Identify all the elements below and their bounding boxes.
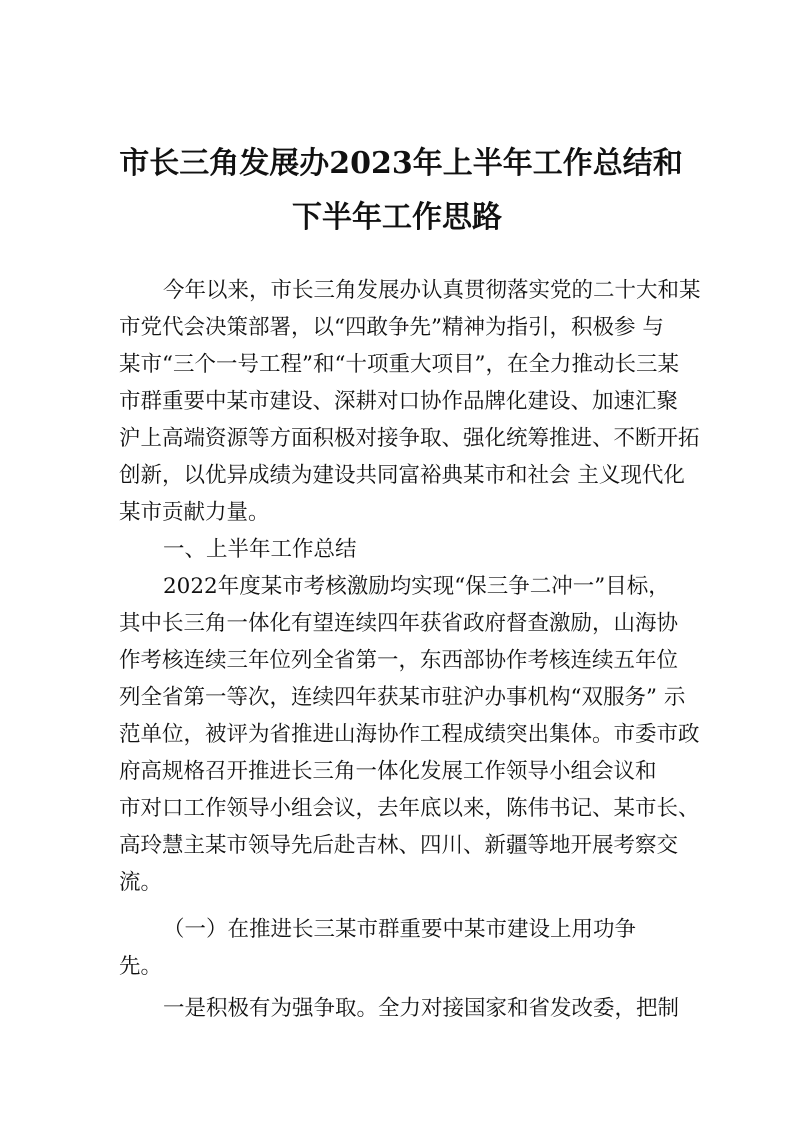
body-text-line: 沪上高端资源等方面积极对接争取、强化统筹推进、不断开拓 (119, 426, 700, 451)
body-text-line: 某市“三个一号工程”和“十项重大项目”，在全力推动长三某 (119, 352, 679, 377)
document-title-line-2: 下半年工作思路 (292, 200, 502, 235)
body-text-line: 作考核连续三年位列全省第一，东西部协作考核连续五年位 (119, 648, 679, 673)
body-text-line: 高玲慧主某市领导先后赴吉林、四川、新疆等地开展考察交 (119, 833, 679, 858)
body-text-line: 府高规格召开推进长三角一体化发展工作领导小组会议和 (119, 759, 657, 784)
subsection-heading-continued: 先。 (119, 954, 163, 979)
body-text-line: 流。 (119, 870, 163, 895)
body-text-line: 今年以来，市长三角发展办认真贯彻落实党的二十大和某 (163, 278, 701, 303)
body-text-line: 列全省第一等次，连续四年获某市驻沪办事机构“双服务” 示 (119, 685, 686, 710)
document-title-line-1: 市长三角发展办2023年上半年工作总结和 (119, 146, 683, 181)
body-text-line: 创新，以优异成绩为建设共同富裕典某市和社会 主义现代化 (119, 463, 685, 488)
body-text-line: 某市贡献力量。 (119, 500, 270, 525)
section-heading: 一、上半年工作总结 (163, 537, 357, 562)
body-text-line: 市对口工作领导小组会议，去年底以来，陈伟书记、某市长、 (119, 796, 700, 821)
body-text-line: 市群重要中某市建设、深耕对口协作品牌化建设、加速汇聚 (119, 389, 679, 414)
body-text-line: 市党代会决策部署，以“四敢争先”精神为指引，积极参 与 (119, 315, 664, 340)
body-text-line: 2022年度某市考核激励均实现“保三争二冲一”目标， (163, 574, 670, 599)
body-text-line: 其中长三角一体化有望连续四年获省政府督查激励，山海协 (119, 611, 679, 636)
body-text-line: 范单位，被评为省推进山海协作工程成绩突出集体。市委市政 (119, 722, 700, 747)
body-text-line: 一是积极有为强争取。全力对接国家和省发改委，把制 (163, 996, 680, 1021)
subsection-heading: （一）在推进长三某市群重要中某市建设上用功争 (163, 917, 637, 942)
